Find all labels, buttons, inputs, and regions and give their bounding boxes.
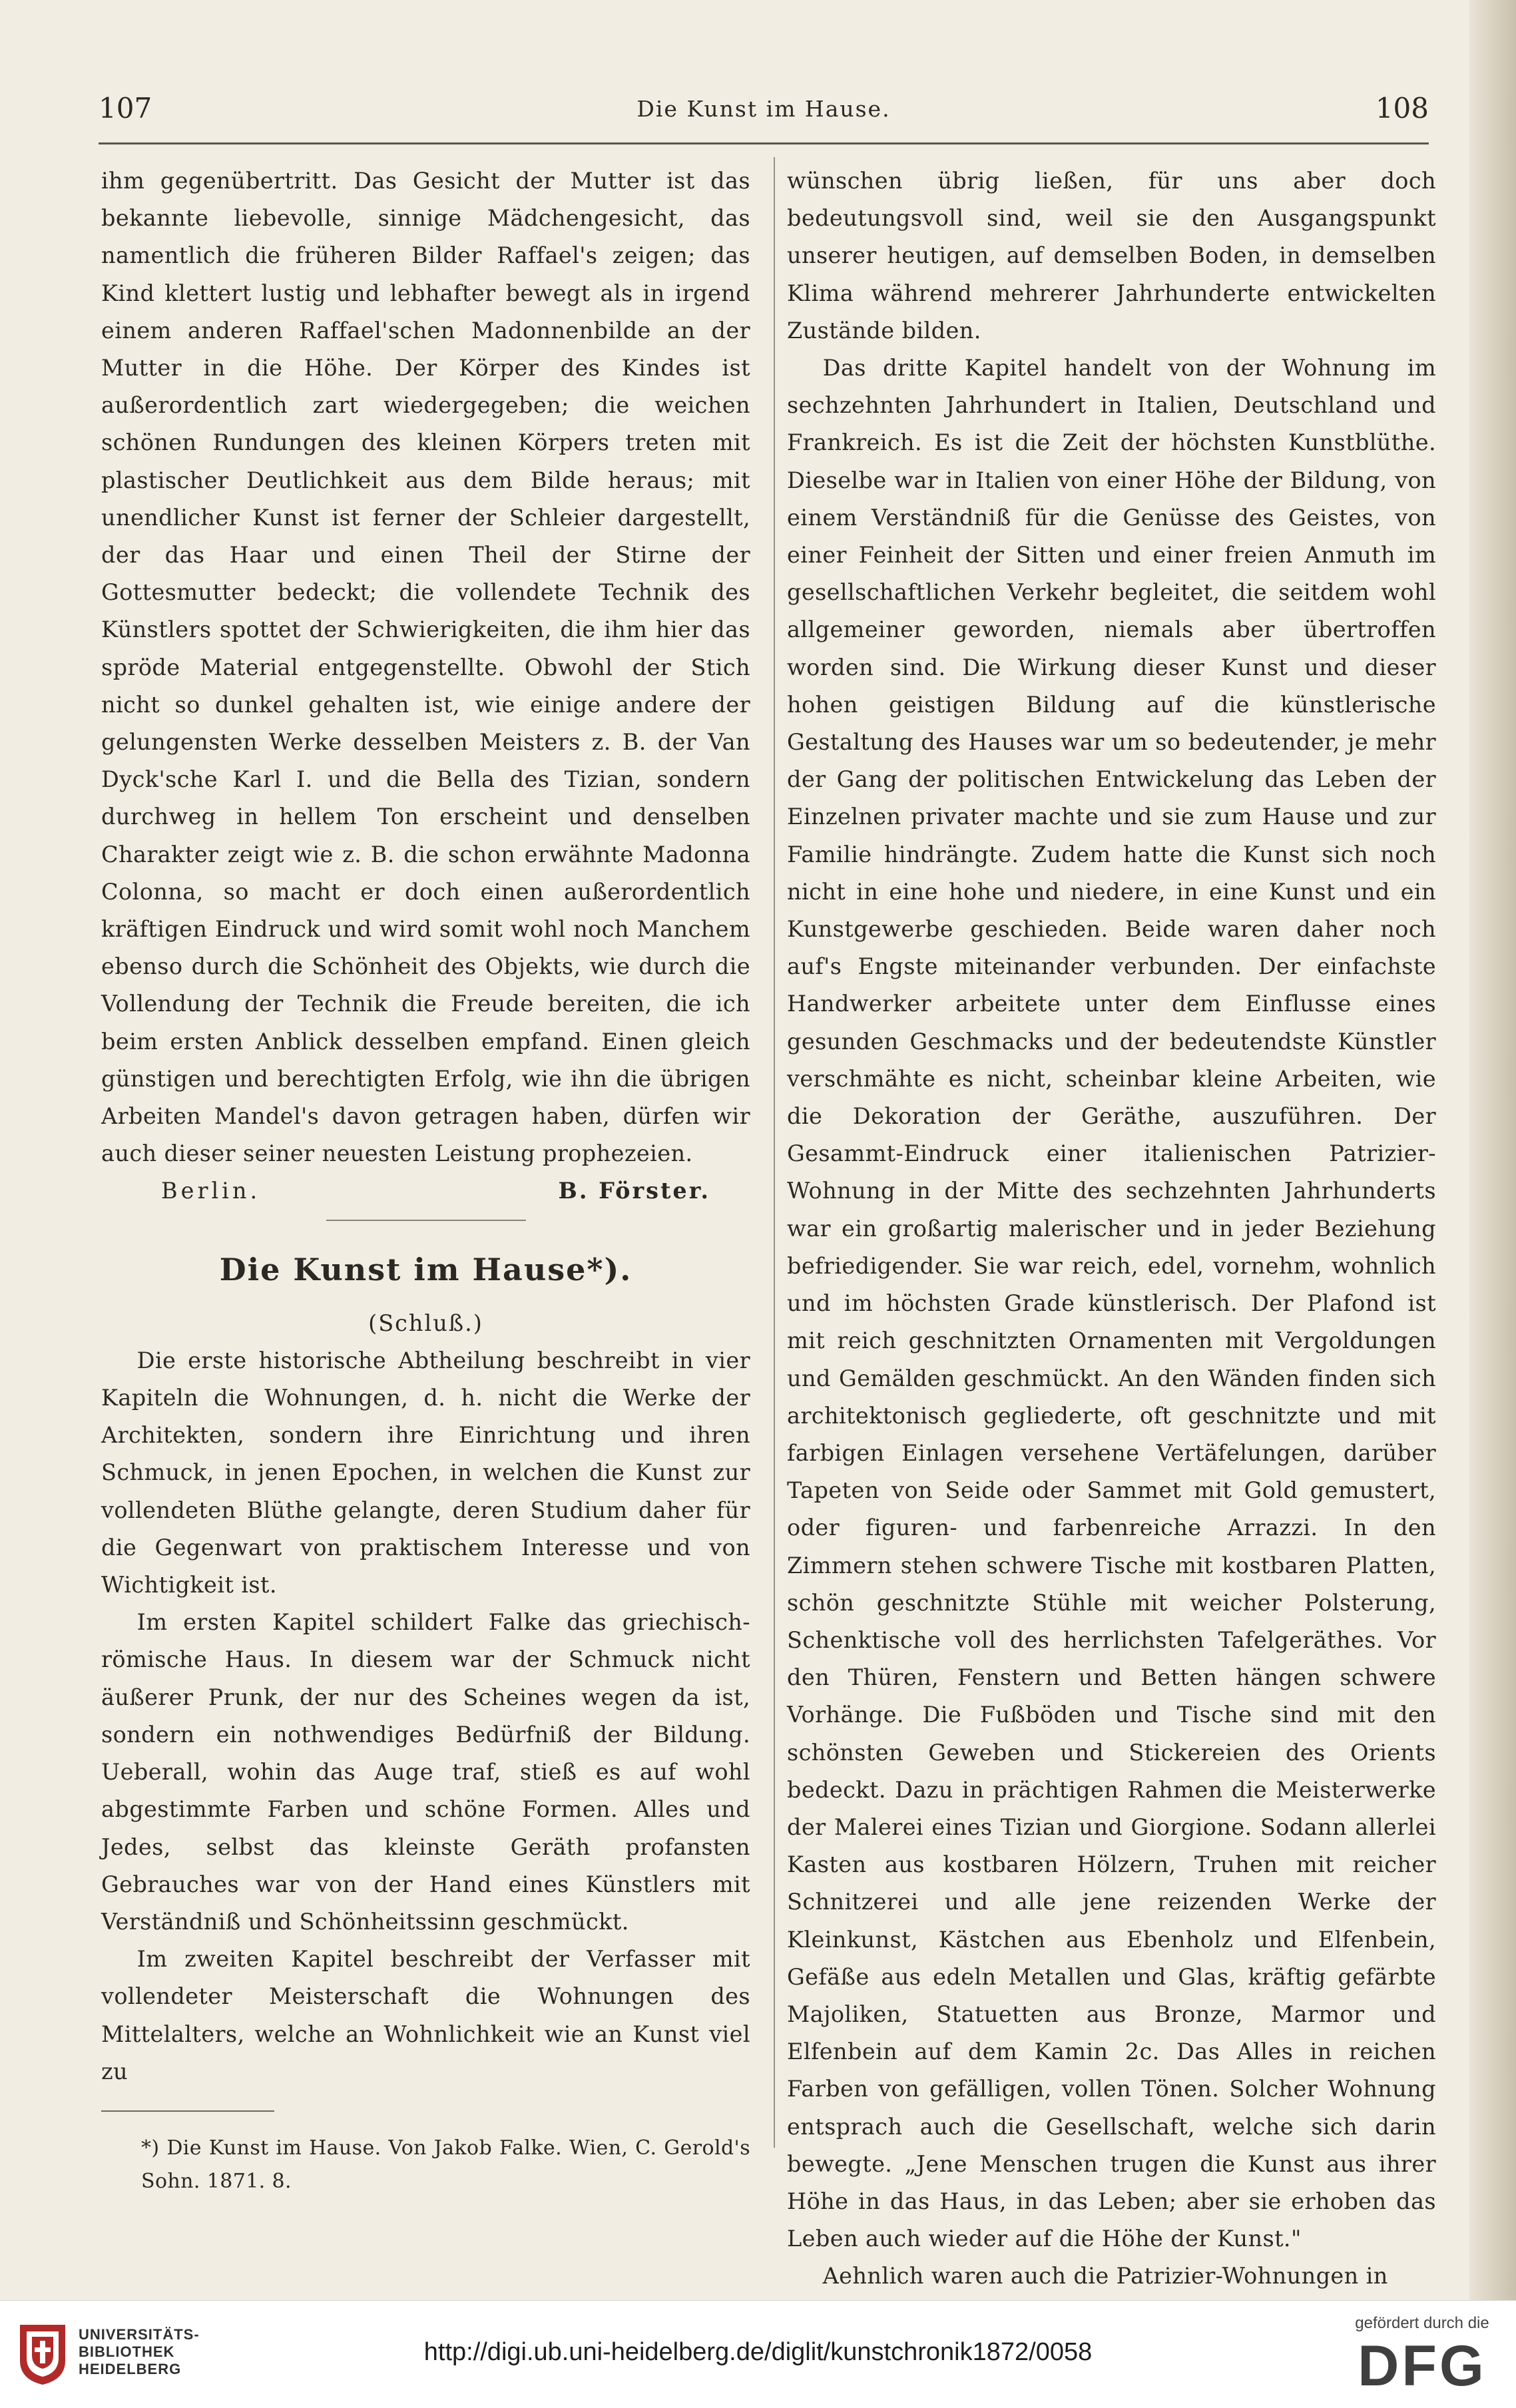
article-paragraph: Im zweiten Kapitel beschreibt der Verfasser mit vollendeter Meisterschaft die Wohnungen des Mittelalters, welche an Wohnlichkeit wie an Kunst viel zu — [101, 1946, 750, 2084]
source-url-link[interactable]: http://digi.ub.uni-heidelberg.de/diglit/kunstchronik1872/0058 — [423, 2338, 1093, 2366]
funding-caption: gefördert durch die — [1355, 2314, 1489, 2332]
article-paragraph: Die erste historische Abtheilung beschreibt in vier Kapiteln die Wohnungen, d. h. nicht die Werke der Architekten, sondern ihre Einrichtung und ihren Schmuck, in jenen Epochen, in welchen die Kunst zur vollendeten Blüthe gelangte, deren Studium daher für die Gegenwart von praktischem Interesse und von Wichtigkeit ist. — [101, 1347, 750, 1598]
article-paragraph: Im ersten Kapitel schildert Falke das griechisch-römische Haus. In diesem war der Schmuck nicht äußerer Prunk, der nur des Scheines wegen da ist, sondern ein nothwendiges Bedürfniß der Bildung. Ueberall, wohin das Auge traf, stieß es auf wohl abgestimmte Farben und schöne Formen. Alles und Jedes, selbst das kleinste Geräth profansten Gebrauches war von der Hand eines Künstlers mit Verständniß und Schönheitssinn geschmückt. — [101, 1609, 750, 1935]
running-title: Die Kunst im Hause. — [636, 96, 891, 122]
page-header — [99, 92, 1429, 134]
book-spine-edge — [1469, 0, 1516, 2300]
article-paragraph: Das dritte Kapitel handelt von der Wohnung im sechzehnten Jahrhundert in Italien, Deutschland und Frankreich. Es ist die Zeit der höchsten Kunstblüthe. Dieselbe war in Italien von einer Höhe der Bildung, von einem Verständniß für die Genüsse des Geistes, von einer Feinheit der Sitten und einer freien Anmuth im gesellschaftlichen Verkehr begleitet, die seitdem wohl allgemeiner geworden, niemals aber übertroffen worden sind. Die Wirkung dieser Kunst und dieser hohen geistigen Bildung auf die künstlerische Gestaltung des Hauses war um so bedeutender, je mehr der Gang der politischen Entwickelung das Leben der Einzelnen privater machte und sie zum Hause und zur Familie hindrängte. Zudem hatte die Kunst sich noch nicht in eine hohe und niedere, in eine Kunst und ein Kunstgewerbe geschieden. Beide waren daher noch auf's Engste miteinander verbunden. Der einfachste Handwerker arbeitete unter dem Einflusse eines gesunden Geschmacks und der bedeutendste Künstler verschmähte es nicht, scheinbar kleine Arbeiten, wie die Dekoration der Geräthe, auszuführen. Der Gesammt-Eindruck einer italienischen Patrizier-Wohnung in der Mitte des sechzehnten Jahrhunderts war ein großartig malerischer und in jeder Beziehung befriedigender. Sie war reich, edel, vornehm, wohnlich und im höchsten Grade künstlerisch. Der Plafond ist mit reich geschnitzten Ornamenten mit Vergoldungen und Gemälden geschmückt. An den Wänden finden sich architektonisch gegliederte, oft geschnitzte und mit farbigen Einlagen versehene Vertäfelungen, darüber Tapeten von Seide oder Sammet mit Gold gemustert, oder figuren- und farbenreiche Arrazzi. In den Zimmern stehen schwere Tische mit kostbaren Platten, schön geschnitzte Stühle mit weicher Polsterung, Schenktische voll des herrlichsten Tafelgeräthes. Vor den Thüren, Fenstern und Betten hängen schwere Vorhänge. Die Fußböden und Tische sind mit den schönsten Geweben und Stickereien des Orients bedeckt. Dazu in prächtigen Rahmen die Meisterwerke der Malerei eines Tizian und Giorgione. Sodann allerlei Kasten aus kostbaren Hölzern, Truhen mit reicher Schnitzerei und alle jene reizenden Werke der Kleinkunst, Kästchen aus Ebenholz und Elfenbein, Gefäße aus edeln Metallen und Glas, kräftig gefärbte Majoliken, Statuetten aus Bronze, Marmor und Elfenbein auf dem Kamin 2c. Das Alles in reichen Farben von gefälligen, vollen Tönen. Solcher Wohnung entsprach auch die Gesellschaft, welche sich darin bewegte. „Jene Menschen trugen die Kunst aus ihrer Höhe in das Haus, in das Leben; aber sie erhoben das Leben auch wieder auf die Höhe der Kunst." — [787, 355, 1436, 2252]
article-subtitle: (Schluß.) — [368, 1310, 483, 1336]
institution-name-line: BIBLIOTHEK — [79, 2343, 175, 2360]
column-divider — [774, 157, 775, 2148]
signature-author: B. Förster. — [558, 1178, 710, 1204]
left-column — [101, 162, 750, 2198]
dfg-logo: DFG — [1358, 2334, 1487, 2398]
page-number-left: 107 — [99, 92, 152, 124]
signature-line — [101, 1172, 750, 1210]
page-number-right: 108 — [1375, 92, 1429, 124]
digitization-footer — [0, 2300, 1516, 2408]
review-paragraph-end: ihm gegenübertritt. Das Gesicht der Mutter ist das bekannte liebevolle, sinnige Mädchengesicht, das namentlich die früheren Bilder Raffael's zeigen; das Kind klettert lustig und lebhafter bewegt als in irgend einem anderen Raffael'schen Madonnenbilde an der Mutter in die Höhe. Der Körper des Kindes ist außerordentlich zart wiedergegeben; die weichen schönen Rundungen des kleinen Körpers treten mit plastischer Deutlichkeit aus dem Bilde heraus; mit unendlicher Kunst ist ferner der Schleier dargestellt, der das Haar und einen Theil der Stirne der Gottesmutter bedeckt; die vollendete Technik des Künstlers spottet der Schwierigkeiten, die ihm hier das spröde Material entgegenstellte. Obwohl der Stich nicht so dunkel gehalten ist, wie einige andere der gelungensten Werke desselben Meisters z. B. der Van Dyck'sche Karl I. und die Bella des Tizian, sondern durchweg in hellem Ton erscheint und denselben Charakter zeigt wie z. B. die schon erwähnte Madonna Colonna, so macht er doch einen außerordentlich kräftigen Eindruck und wird somit wohl noch Manchem ebenso durch die Schönheit des Objekts, wie durch die Vollendung der Technik die Freude bereiten, die ich beim ersten Anblick desselben empfand. Einen gleich günstigen und berechtigten Erfolg, wie ihn die übrigen Arbeiten Mandel's davon getragen haben, dürfen wir auch dieser seiner neuesten Leistung prophezeien. — [101, 168, 750, 1167]
article-paragraph: Aehnlich waren auch die Patrizier-Wohnungen in — [822, 2263, 1388, 2289]
footnote-rule — [101, 2110, 274, 2112]
footnote: *) Die Kunst im Hause. Von Jakob Falke. Wien, C. Gerold's Sohn. 1871. 8. — [141, 2136, 750, 2193]
signature-place: Berlin. — [161, 1178, 261, 1204]
article-paragraph: wünschen übrig ließen, für uns aber doch bedeutungsvoll sind, weil sie den Ausgangspunkt unserer heutigen, auf demselben Boden, in demselben Klima während mehrerer Jahrhunderte entwickelten Zustände bilden. — [787, 168, 1436, 344]
institution-name-line: UNIVERSITÄTS- — [79, 2326, 200, 2343]
institution-name-line: HEIDELBERG — [79, 2361, 182, 2377]
article-title: Die Kunst im Hause*). — [219, 1251, 632, 1288]
header-rule — [99, 142, 1429, 144]
section-rule — [326, 1220, 526, 1221]
funder-block — [1346, 2314, 1499, 2398]
right-column — [787, 162, 1436, 2295]
